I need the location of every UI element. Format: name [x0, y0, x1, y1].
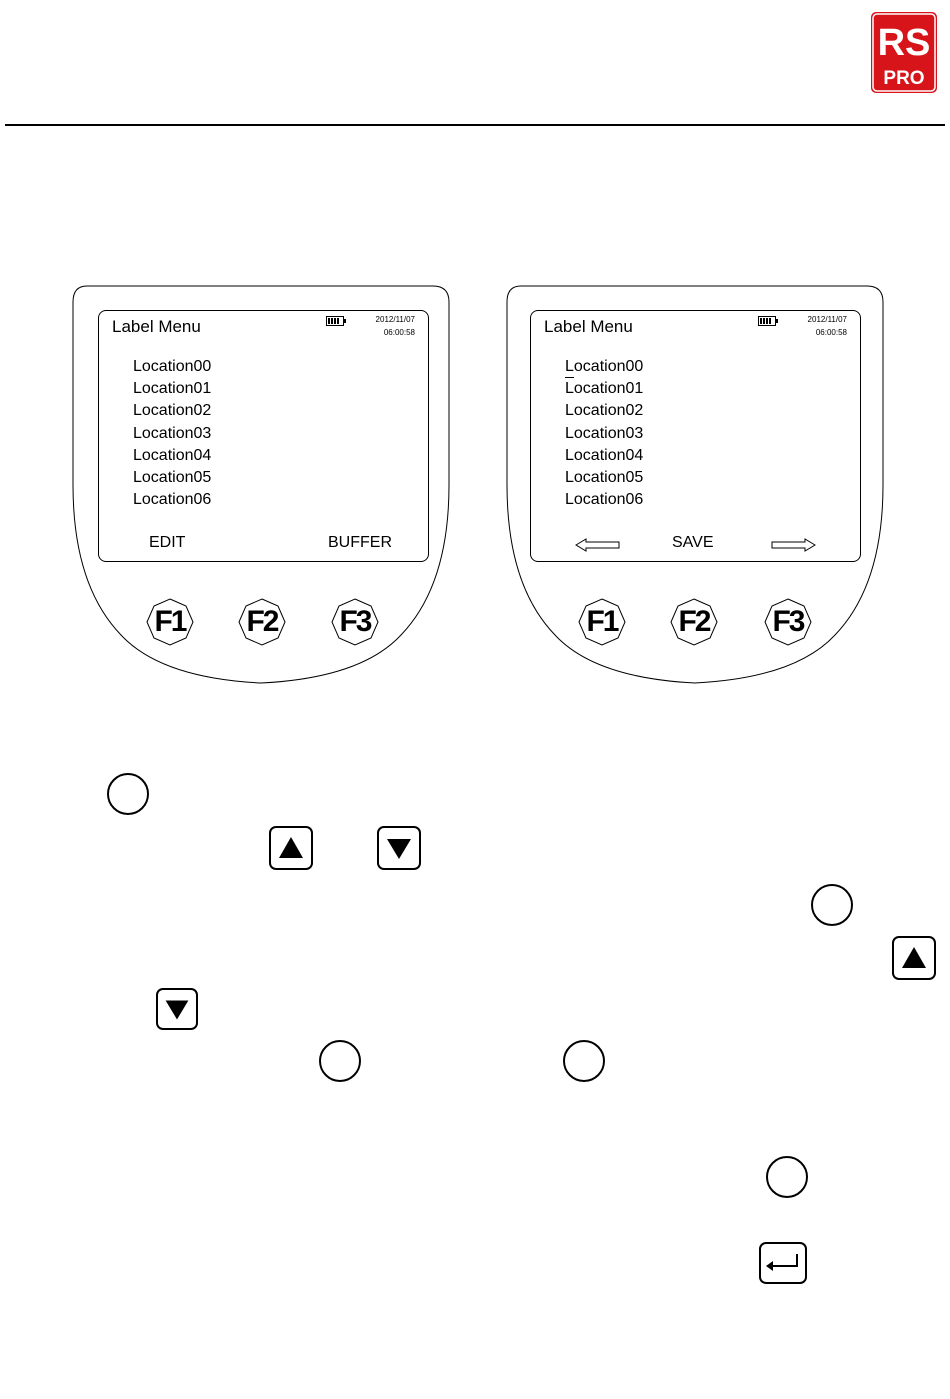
f2-key-label: F2	[678, 605, 710, 638]
up-arrow-key-icon	[892, 936, 936, 980]
f1-key-label: F1	[154, 605, 186, 638]
location-item[interactable]: Location02	[133, 402, 212, 420]
location-item[interactable]: Location00	[133, 358, 212, 375]
lcd-screen	[98, 310, 429, 562]
up-arrow-key-icon	[269, 826, 313, 870]
down-arrow-key-icon	[377, 826, 421, 870]
right-arrow-icon	[770, 538, 816, 552]
down-arrow-key-icon	[156, 988, 198, 1030]
screen-title: Label Menu	[544, 317, 633, 336]
screen-time: 06:00:58	[815, 328, 847, 337]
softkey-buffer-label: BUFFER	[328, 534, 392, 551]
logo-rs-text: RS	[877, 22, 931, 64]
f2-key[interactable]	[670, 598, 718, 646]
f3-key-label: F3	[339, 605, 371, 638]
f3-key[interactable]	[331, 598, 379, 646]
softkey-save-label: SAVE	[672, 534, 714, 551]
logo-pro-text: PRO	[883, 68, 925, 89]
f1-key[interactable]	[578, 598, 626, 646]
location-item[interactable]: Location05	[133, 469, 212, 487]
location-item[interactable]: Location06	[565, 491, 644, 509]
edit-cursor	[565, 377, 574, 378]
device-left	[71, 285, 451, 685]
location-item[interactable]: Location02	[565, 402, 644, 420]
header-rule	[5, 124, 945, 126]
screen-title: Label Menu	[112, 317, 201, 336]
screen-time: 06:00:58	[383, 328, 415, 337]
location-item[interactable]: Location04	[565, 446, 644, 464]
screen-date: 2012/11/07	[375, 315, 415, 324]
f2-key[interactable]	[238, 598, 286, 646]
f3-key[interactable]	[764, 598, 812, 646]
left-arrow-icon	[575, 538, 621, 552]
location-item[interactable]: Location05	[565, 469, 644, 487]
location-item[interactable]: Location01	[133, 380, 212, 398]
f2-key-label: F2	[246, 605, 278, 638]
rs-pro-logo	[869, 10, 939, 95]
location-item[interactable]: Location03	[565, 424, 644, 442]
round-key-icon	[563, 1040, 605, 1082]
f3-key-label: F3	[772, 605, 804, 638]
battery-icon	[326, 316, 344, 326]
round-key-icon	[811, 884, 853, 926]
location-item[interactable]: Location03	[133, 424, 212, 442]
f1-key-label: F1	[586, 605, 618, 638]
location-item[interactable]: Location04	[133, 446, 212, 464]
lcd-screen	[530, 310, 861, 562]
location-item[interactable]: Location06	[133, 491, 212, 509]
round-key-icon	[319, 1040, 361, 1082]
round-key-icon	[766, 1156, 808, 1198]
device-right	[505, 285, 885, 685]
enter-key-icon	[759, 1242, 807, 1284]
location-list	[565, 356, 643, 511]
location-list	[133, 356, 211, 511]
round-key-icon	[107, 773, 149, 815]
f1-key[interactable]	[146, 598, 194, 646]
battery-icon	[758, 316, 776, 326]
location-item[interactable]: Location00	[565, 358, 644, 375]
screen-date: 2012/11/07	[807, 315, 847, 324]
location-item[interactable]: Location01	[565, 380, 644, 398]
softkey-edit-label: EDIT	[149, 534, 186, 551]
